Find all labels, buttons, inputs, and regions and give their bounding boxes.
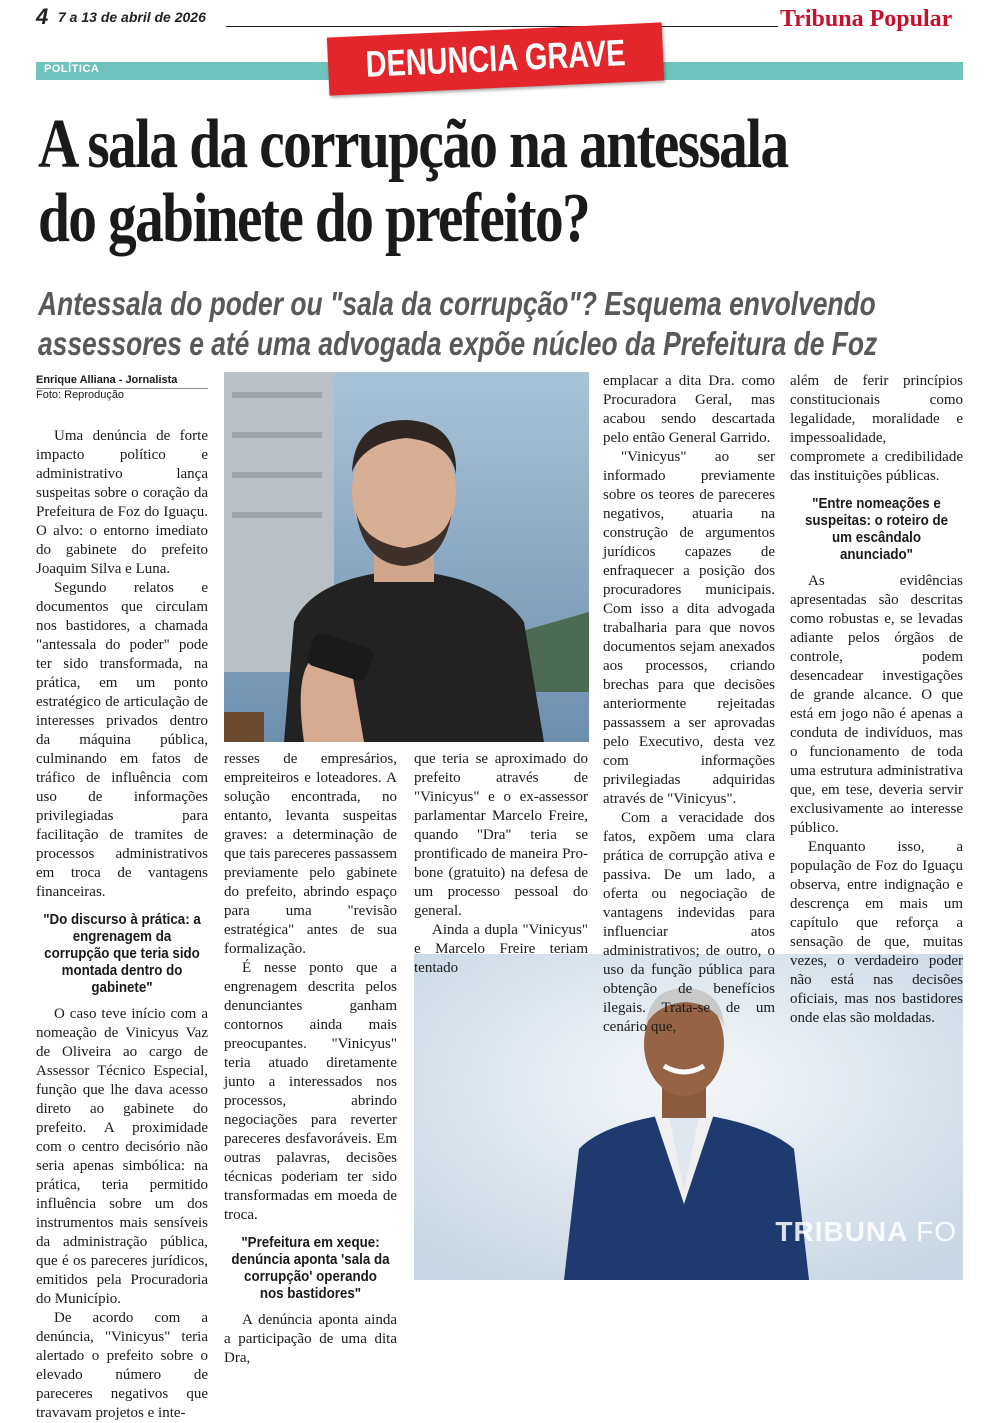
col3-paragraph-1: que teria se aproximado do prefeito através de "Vinicyus" e o ex-assessor parlamentar Marcelo Freire, quando "Dra" teria se prontificado de maneira Pro-bone (gratuito) na defesa de um processo pessoal do general. xyxy=(414,751,588,919)
col5-paragraph-3: Enquanto isso, a população de Foz do Iguaçu observa, entre indignação e descrença em mais um capítulo que reforça a sensação de que, muitas vezes, o verdadeiro poder não está nas decisões oficiais, mas nos bastidores onde elas são moldadas. xyxy=(790,839,963,1026)
col1-pull-quote-text: "Do discurso à prática: a engrenagem da corrupção que teria sido montada dentro do gabinete" xyxy=(43,912,201,996)
page-number: 4 xyxy=(36,4,49,29)
col4-paragraph-1: emplacar a dita Dra. como Procuradora Geral, mas acabou sendo descartada pelo então General Garrido. xyxy=(603,373,775,446)
subheadline-line-1: Antessala do poder ou "sala da corrupção"? Esquema envolvendo xyxy=(38,285,876,322)
column-2 xyxy=(224,750,397,1368)
subheadline xyxy=(38,284,963,364)
col3-paragraph-2: Ainda a dupla "Vinicyus" e Marcelo Freire teriam tentado xyxy=(414,922,588,976)
stamp-text: DENUNCIA GRAVE xyxy=(364,32,627,85)
col4-paragraph-3: Com a veracidade dos fatos, expõem uma clara prática de corrupção ativa e passiva. De um lado, a oferta ou negociação de vantagens indevidas para influenciar atos administrativos; de outro, o uso da função pública para obtenção de benefícios ilegais. Trata-se de um cenário que, xyxy=(603,810,775,1035)
col2-paragraph-1: resses de empresários, empreiteiros e loteadores. A solução encontrada, no entanto, levanta suspeitas graves: a determinação de que tais pareceres passassem previamente pelo gabinete do prefeito, abrindo espaço para uma "revisão estratégica" antes de sua formalização. xyxy=(224,751,397,957)
column-3 xyxy=(414,750,588,978)
column-5 xyxy=(790,372,963,1028)
watermark-light: FO xyxy=(916,1216,957,1247)
young-man-illustration xyxy=(224,372,589,742)
photo-credit: Foto: Reprodução xyxy=(36,389,125,401)
col1-pull-quote xyxy=(36,912,208,997)
col5-paragraph-1: além de ferir princípios constitucionais como legalidade, moralidade e impessoalidade, compromete a credibilidade das instituições públicas. xyxy=(790,373,963,484)
col1-paragraph-3: O caso teve início com a nomeação de Vinicyus Vaz de Oliveira ao cargo de Assessor Técnico Especial, função que lhe dava acesso direto ao gabinete do prefeito. A proximidade com o centro decisório não seria apenas simbólica: na prática, teria permitido influência sobre um dos instrumentos mais sensíveis da administração pública, que é os pareceres jurídicos, emitidos pela Procuradoria do Município. xyxy=(36,1006,208,1307)
col2-paragraph-3: A denúncia aponta ainda a participação de uma dita Dra, xyxy=(224,1312,397,1366)
denuncia-stamp xyxy=(327,22,664,95)
headline xyxy=(38,108,963,256)
header-rule xyxy=(226,26,778,27)
section-label: POLÍTICA xyxy=(44,63,100,75)
headline-line-1: A sala da corrupção na antessala xyxy=(38,106,788,183)
col2-pull-quote xyxy=(224,1235,397,1303)
subheadline-line-2: assessores e até uma advogada expõe núcleo da Prefeitura de Foz xyxy=(38,325,878,362)
newspaper-brand: Tribuna Popular xyxy=(780,6,953,32)
col5-paragraph-2: As evidências apresentadas são descritas como robustas e, se levadas adiante pelos órgãos de controle, podem desencadear investigações de grande alcance. O que está em jogo não é apenas a conduta de indivíduos, mas o funcionamento de toda uma estrutura administrativa que, em tese, deveria servir exclusivamente ao interesse público. xyxy=(790,573,963,836)
col5-pull-quote-text: "Entre nomeações e suspeitas: o roteiro de um escândalo anunciado" xyxy=(804,496,949,563)
col1-paragraph-4: De acordo com a denúncia, "Vinicyus" teria alertado o prefeito sobre o elevado número de pareceres negativos que travavam projetos e inte- xyxy=(36,1310,208,1421)
headline-line-2: do gabinete do prefeito? xyxy=(38,180,590,257)
col2-pull-quote-text: "Prefeitura em xeque: denúncia aponta 'sala da corrupção' operando nos bastidores" xyxy=(231,1235,390,1302)
tribuna-watermark xyxy=(775,1216,957,1248)
col5-pull-quote xyxy=(790,496,963,564)
issue-date: 7 a 13 de abril de 2026 xyxy=(58,9,206,25)
watermark-bold: TRIBUNA xyxy=(775,1216,908,1247)
col1-paragraph-1: Uma denúncia de forte impacto político e administrativo lança suspeitas sobre o coração da Prefeitura de Foz do Iguaçu. O alvo: o entorno imediato do gabinete do prefeito Joaquim Silva e Luna. xyxy=(36,428,208,577)
col1-paragraph-2: Segundo relatos e documentos que circulam nos bastidores, a chamada "antessala do poder" pode ter sido transformada, na prática, em um ponto estratégico de articulação de interesses privados dentro da máquina pública, culminando em fatos de tráfico de influência com uso de informações privilegiadas para facilitação de tramites de processos administrativos em troca de vantagens financeiras. xyxy=(36,580,208,900)
col2-paragraph-2: É nesse ponto que a engrenagem descrita pelos denunciantes ganham contornos ainda mais preocupantes. "Vinicyus" teria atuado diretamente junto a interessados nos processos, abrindo negociações para reverter pareceres desfavoráveis. Em outras palavras, decisões técnicas poderiam ter sido transformadas em moeda de troca. xyxy=(224,960,397,1223)
col4-paragraph-2: "Vinicyus" ao ser informado previamente sobre os teores de pareceres negativos, atuaria na construção de argumentos jurídicos capazes de enfraquecer a posição dos procuradores municipais. Com isso a dita advogada trabalharia para que novos documentos sejam anexados aos processos, criando brechas para que decisões anteriormente rejeitadas passassem a ser aprovadas pelo Executivo, desta vez com informações privilegiadas adquiridas através de "Vinicyus". xyxy=(603,449,775,807)
author-byline: Enrique Alliana - Jornalista xyxy=(36,374,178,386)
column-4 xyxy=(603,372,775,1037)
column-1 xyxy=(36,427,208,1423)
photo-young-man xyxy=(224,372,589,742)
